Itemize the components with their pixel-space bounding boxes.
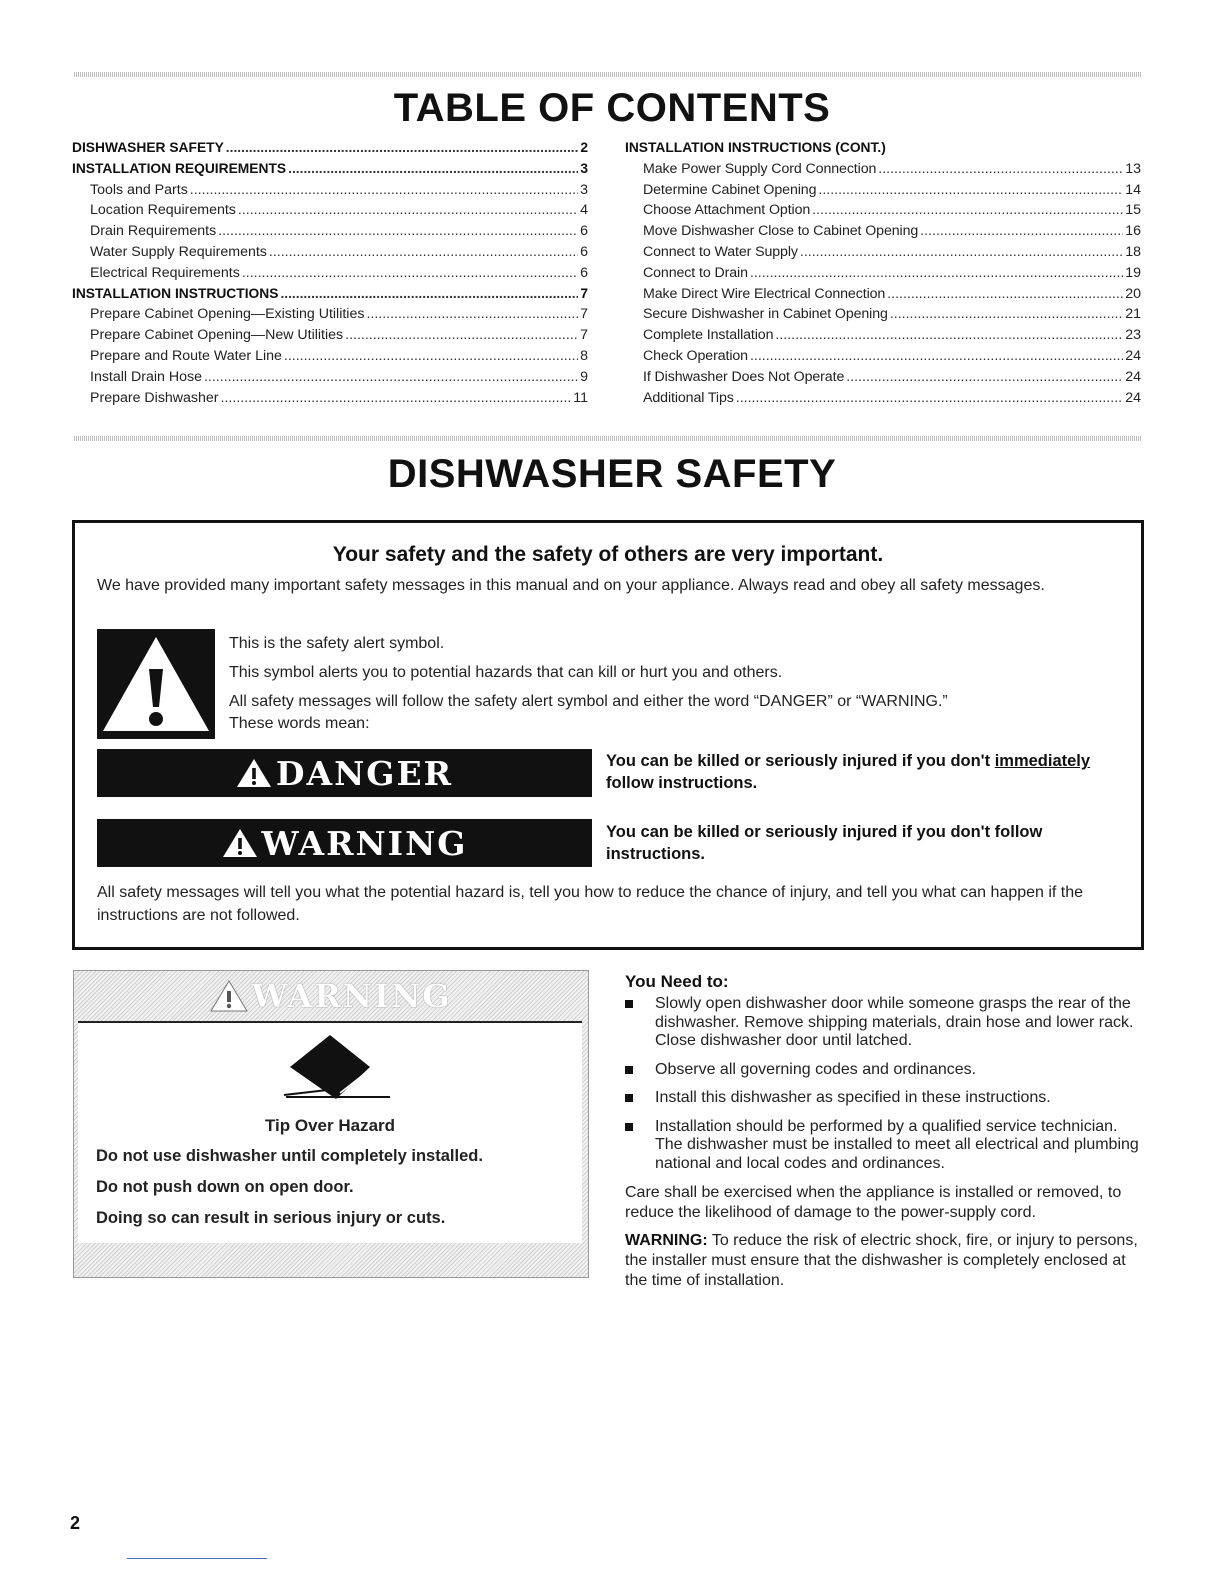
toc-leader-dots	[221, 390, 572, 406]
toc-leader-dots	[366, 306, 578, 322]
toc-entry-label: Prepare Dishwasher	[90, 389, 219, 406]
toc-entry-label: Determine Cabinet Opening	[643, 181, 817, 198]
toc-leader-dots	[878, 161, 1123, 177]
warning-signal-word	[97, 819, 592, 867]
toc-entry-label: Check Operation	[643, 347, 748, 364]
toc-leader-dots	[775, 327, 1123, 343]
safety-box	[72, 520, 1144, 950]
danger-text-emphasis: immediately	[994, 752, 1091, 770]
requirements-list	[625, 995, 1145, 1173]
warning-panel-header	[74, 971, 588, 1021]
danger-text: You can be killed or seriously injured if you don't	[606, 752, 995, 770]
toc-leader-dots	[750, 265, 1123, 281]
footer-line	[127, 1558, 267, 1559]
toc-entry-page: 21	[1125, 306, 1141, 323]
toc-entry-page: 14	[1125, 181, 1141, 198]
toc-entry-label: DISHWASHER SAFETY	[72, 140, 224, 155]
installer-warning-paragraph	[625, 1231, 1145, 1291]
toc-entry[interactable]	[72, 348, 588, 369]
toc-right-heading: INSTALLATION INSTRUCTIONS (CONT.)	[625, 140, 886, 155]
tip-over-image	[78, 1021, 582, 1107]
list-item: Install this dishwasher as specified in these instructions.	[625, 1089, 1145, 1108]
you-need-to-heading: You Need to:	[625, 972, 729, 991]
toc-entry-page: 7	[580, 285, 588, 301]
toc-entry[interactable]	[625, 265, 1141, 286]
toc-entry-page: 4	[580, 202, 588, 219]
toc-entry-page: 23	[1125, 327, 1141, 344]
toc-entry-label: Tools and Parts	[90, 181, 188, 198]
toc-entry-page: 24	[1125, 389, 1141, 406]
toc-entry-page: 16	[1125, 223, 1141, 240]
toc-entry[interactable]	[72, 306, 588, 327]
toc-entry-page: 3	[580, 181, 588, 198]
warning-prefix: WARNING:	[625, 1232, 708, 1249]
toc-entry-page: 3	[580, 160, 588, 176]
toc-entry-page: 24	[1125, 347, 1141, 364]
toc-entry-label: INSTALLATION INSTRUCTIONS	[72, 285, 279, 301]
toc-right-column	[625, 140, 1141, 410]
alert-triangle-icon	[210, 980, 248, 1012]
toc-entry-label: Electrical Requirements	[90, 264, 240, 281]
warning-description: You can be killed or seriously injured if you don't follow instructions.	[606, 823, 1043, 863]
toc-entry[interactable]	[72, 369, 588, 390]
toc-entry[interactable]	[625, 306, 1141, 327]
toc-entry[interactable]	[625, 369, 1141, 390]
toc-entry-label: If Dishwasher Does Not Operate	[643, 368, 845, 385]
toc-entry[interactable]	[72, 390, 588, 411]
toc-leader-dots	[204, 369, 578, 385]
toc-leader-dots	[288, 161, 578, 176]
warning-text: To reduce the risk of electric shock, fire, or injury to persons, the installer must ensure that the dishwasher is completely enclosed at the time of installation.	[625, 1232, 1138, 1289]
toc-entry-label: Drain Requirements	[90, 223, 217, 240]
toc-entry[interactable]	[72, 161, 588, 182]
toc-entry[interactable]	[625, 161, 1141, 182]
toc-entry-label: Connect to Water Supply	[643, 243, 798, 260]
alert-triangle-icon	[236, 758, 272, 788]
warning-instruction: Doing so can result in serious injury or cuts.	[96, 1209, 446, 1227]
danger-signal-word	[97, 749, 592, 797]
toc-entry-page: 13	[1125, 160, 1141, 177]
list-item: Installation should be performed by a qualified service technician. The dishwasher must be installed to meet all electrical and plumbing national and local codes and ordinances.	[625, 1118, 1145, 1174]
toc-entry-page: 6	[580, 243, 588, 260]
warning-instruction: Do not push down on open door.	[96, 1178, 354, 1196]
safety-outro: All safety messages will tell you what the potential hazard is, tell you how to reduce the chance of injury, and tell you what can happen if the instructions are not followed.	[97, 884, 1084, 924]
toc-entry[interactable]	[625, 223, 1141, 244]
alert-line: This is the safety alert symbol.	[229, 635, 445, 652]
toc-entry-label: Complete Installation	[643, 327, 774, 344]
toc-entry-label: INSTALLATION REQUIREMENTS	[72, 160, 287, 176]
danger-text: follow instructions.	[606, 774, 758, 792]
toc-leader-dots	[218, 223, 578, 239]
toc-entry-label: Choose Attachment Option	[643, 202, 811, 219]
toc-entry-label: Move Dishwasher Close to Cabinet Opening	[643, 223, 919, 240]
toc-entry-label: Make Power Supply Cord Connection	[643, 160, 877, 177]
section-title: DISHWASHER SAFETY	[387, 452, 837, 496]
toc-entry-page: 7	[580, 327, 588, 344]
alert-line: This symbol alerts you to potential hazards that can kill or hurt you and others.	[229, 664, 783, 681]
toc-leader-dots	[284, 348, 578, 364]
toc-entry[interactable]	[625, 244, 1141, 265]
mid-divider	[74, 436, 1142, 441]
toc-leader-dots	[226, 140, 579, 155]
toc-entry-page: 19	[1125, 264, 1141, 281]
toc-entry-page: 24	[1125, 368, 1141, 385]
toc-entry-label: Location Requirements	[90, 202, 236, 219]
toc-entry-label: Additional Tips	[643, 389, 734, 406]
toc-entry-page: 8	[580, 347, 588, 364]
tip-over-hazard-icon	[78, 1023, 582, 1105]
warning-instruction: Do not use dishwasher until completely installed.	[96, 1147, 483, 1165]
toc-leader-dots	[887, 286, 1123, 302]
toc-entry-page: 11	[573, 389, 588, 406]
toc-entry[interactable]	[625, 202, 1141, 223]
toc-entry-page: 20	[1125, 285, 1141, 302]
care-paragraph: Care shall be exercised when the appliance is installed or removed, to reduce the likelihood of damage to the power-supply cord.	[625, 1184, 1122, 1221]
alert-explanation	[229, 633, 948, 742]
hazard-title: Tip Over Hazard	[264, 1116, 396, 1135]
toc-leader-dots	[238, 202, 578, 218]
toc-entry-page: 7	[580, 306, 588, 323]
toc-leader-dots	[818, 182, 1123, 198]
toc-entry-page: 6	[580, 264, 588, 281]
toc-entry-label: Prepare Cabinet Opening—New Utilities	[90, 327, 344, 344]
top-divider	[74, 72, 1142, 77]
toc-entry[interactable]	[72, 286, 588, 307]
toc-entry[interactable]	[72, 202, 588, 223]
toc-entry[interactable]	[72, 327, 588, 348]
list-item: Slowly open dishwasher door while someone grasps the rear of the dishwasher. Remove shipping materials, drain hose and lower rack. Close dishwasher door until latched.	[625, 995, 1145, 1051]
toc-entry[interactable]	[625, 182, 1141, 203]
warning-panel-body	[78, 1105, 582, 1243]
toc-leader-dots	[812, 202, 1123, 218]
toc-entry[interactable]	[625, 286, 1141, 307]
alert-line: All safety messages will follow the safety alert symbol and either the word “DANGER” or “WARNING.”	[229, 693, 948, 710]
toc-entry-label: Water Supply Requirements	[90, 243, 267, 260]
toc-entry[interactable]	[72, 244, 588, 265]
safety-intro: We have provided many important safety messages in this manual and on your appliance. Always read and obey all safety messages.	[97, 577, 1045, 594]
tip-over-warning-panel	[73, 970, 589, 1278]
safety-box-title: Your safety and the safety of others are very important.	[332, 543, 884, 566]
toc-leader-dots	[890, 306, 1123, 322]
toc-entry-page: 6	[580, 223, 588, 240]
danger-description	[606, 750, 1136, 794]
toc-entry[interactable]	[72, 140, 588, 161]
danger-label: DANGER	[275, 753, 454, 793]
toc-entry-label: Make Direct Wire Electrical Connection	[643, 285, 886, 302]
toc-entry-label: Connect to Drain	[643, 264, 748, 281]
warning-label: WARNING	[261, 823, 468, 863]
toc-leader-dots	[345, 327, 578, 343]
toc-entry-page: 18	[1125, 243, 1141, 260]
toc-entry-label: Prepare and Route Water Line	[90, 347, 282, 364]
toc-leader-dots	[190, 182, 578, 198]
warning-panel-label: WARNING	[251, 977, 452, 1015]
toc-entry[interactable]	[625, 327, 1141, 348]
toc-leader-dots	[280, 286, 578, 301]
toc-entry-label: Install Drain Hose	[90, 368, 202, 385]
toc-entry[interactable]	[625, 390, 1141, 411]
toc-leader-dots	[242, 265, 578, 281]
toc-leader-dots	[736, 390, 1123, 406]
toc-entry-page: 9	[580, 368, 588, 385]
toc-leader-dots	[800, 244, 1123, 260]
toc-leader-dots	[846, 369, 1123, 385]
toc-entry-label: Prepare Cabinet Opening—Existing Utilities	[90, 306, 365, 323]
toc-entry-label: Secure Dishwasher in Cabinet Opening	[643, 306, 888, 323]
toc-title: TABLE OF CONTENTS	[393, 86, 831, 130]
toc-leader-dots	[920, 223, 1123, 239]
list-item: Observe all governing codes and ordinances.	[625, 1061, 1145, 1080]
toc-entry-page: 15	[1125, 202, 1141, 219]
alert-line: These words mean:	[229, 715, 370, 732]
safety-alert-symbol-icon	[97, 629, 215, 739]
toc-entry[interactable]	[72, 265, 588, 286]
toc-leader-dots	[750, 348, 1123, 364]
toc-entry[interactable]	[72, 182, 588, 203]
toc-leader-dots	[269, 244, 578, 260]
page-number: 2	[70, 1513, 81, 1533]
alert-triangle-icon	[222, 828, 258, 858]
toc-entry[interactable]	[72, 223, 588, 244]
you-need-to-section	[625, 972, 1145, 1299]
toc-left-column	[72, 140, 588, 410]
toc-entry[interactable]	[625, 348, 1141, 369]
toc-entry-page: 2	[580, 140, 588, 155]
